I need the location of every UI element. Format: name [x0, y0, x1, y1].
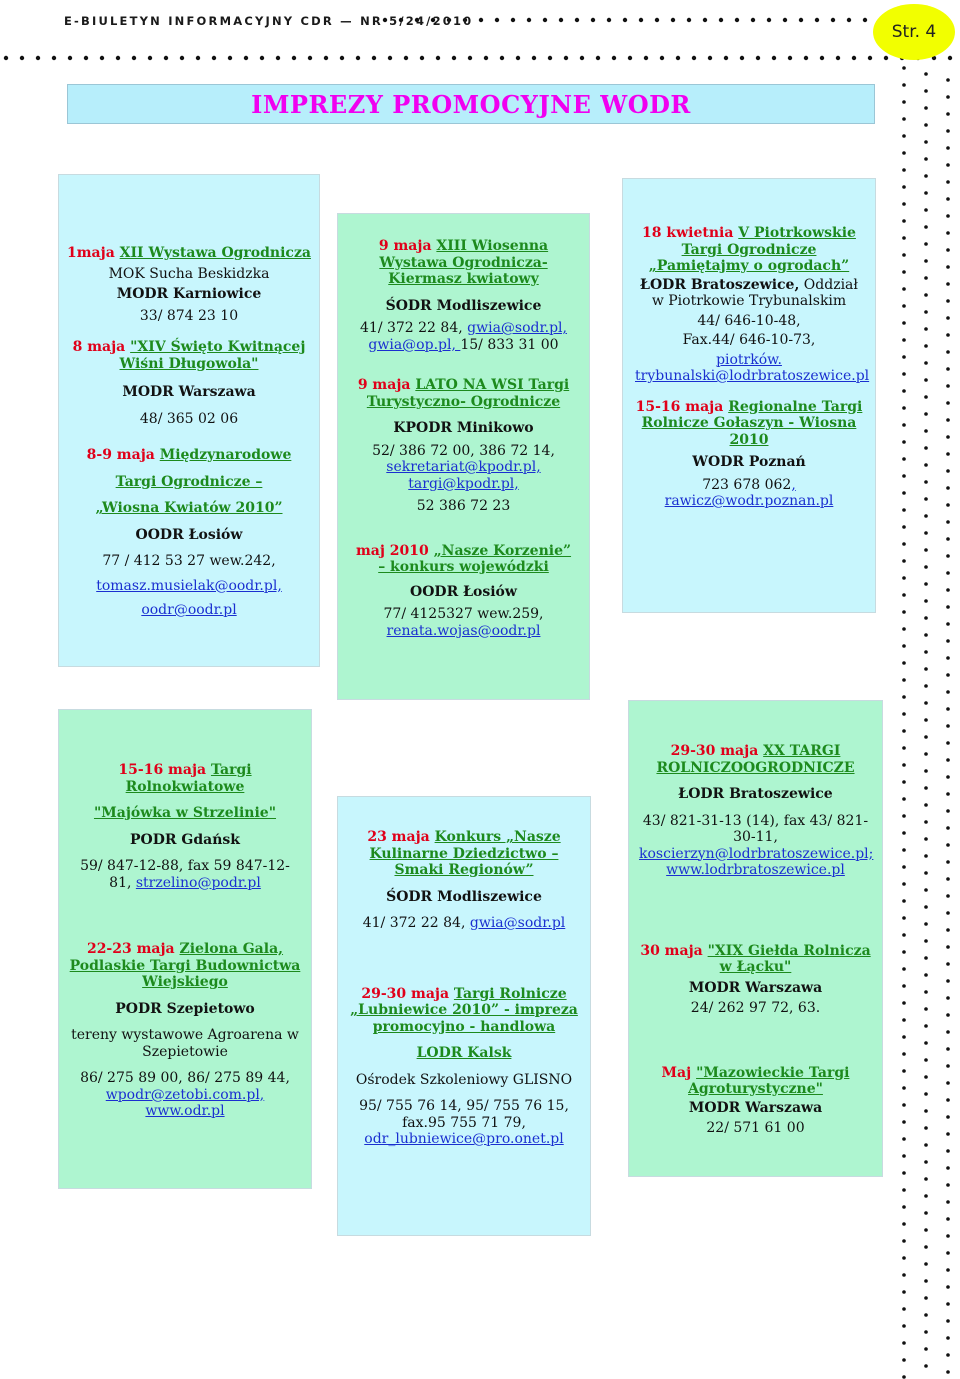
- event-box-4: [58, 709, 312, 1189]
- event-phone: 43/ 821-31-13 (14), fax 43/ 821-30-11,: [642, 812, 869, 845]
- event-name: Regionalne Targi Rolnicze Gołaszyn - Wiosna 2010: [641, 398, 863, 448]
- event-place: Oddział w Piotrkowie Trybunalskim: [651, 276, 858, 309]
- event-phone: 41/ 372 22 84,: [362, 915, 470, 931]
- event-organizer: PODR Gdańsk: [130, 831, 240, 848]
- event-phone: 95/ 755 76 14, 95/ 755 76 15, fax.95 755 71 79,: [359, 1098, 569, 1131]
- event-name: Targi Ogrodnicze –: [115, 473, 263, 490]
- event-place: Ośrodek Szkoleniowy GLISNO: [355, 1071, 573, 1088]
- page-number-badge: Str. 4: [873, 4, 955, 60]
- event-phone: 52 386 72 23: [416, 498, 511, 514]
- event-date: 23 maja: [367, 829, 435, 845]
- event-phone: 52/ 386 72 00, 386 72 14,: [372, 442, 555, 459]
- event-date: 9 maja: [378, 238, 437, 254]
- email-link[interactable]: gwia@op.pl,: [368, 336, 461, 353]
- event-organizer: PODR Szepietowo: [115, 1000, 255, 1017]
- event-phone: 22/ 571 61 00: [706, 1120, 805, 1136]
- event-date: 18 kwietnia: [642, 225, 739, 241]
- email-link[interactable]: piotrków. trybunalski@lodrbratoszewice.pl: [635, 351, 870, 384]
- page-title: IMPREZY PROMOCYJNE WODR: [251, 89, 691, 119]
- event-phone: 15/ 833 31 00: [460, 336, 559, 353]
- event-place: MOK Sucha Beskidzka: [108, 265, 270, 282]
- event-name: „Wiosna Kwiatów 2010”: [95, 500, 283, 516]
- event-phone: 41/ 372 22 84,: [360, 320, 468, 336]
- event-phone: 59/ 847-12-88, fax 59 847-12-81,: [80, 858, 290, 891]
- email-link[interactable]: sekretariat@kpodr.pl, targi@kpodr.pl,: [386, 459, 541, 492]
- email-link[interactable]: gwia@sodr.pl: [469, 915, 566, 931]
- event-date: 15-16 maja: [118, 762, 211, 778]
- email-link[interactable]: renata.wojas@oodr.pl: [386, 622, 541, 639]
- event-name: "XIV Święto Kwitnącej Wiśni Długowola": [119, 339, 306, 372]
- email-link[interactable]: odr_lubniewice@pro.onet.pl: [364, 1131, 564, 1147]
- event-organizer: MODR Warszawa: [122, 384, 256, 400]
- event-phone: 48/ 365 02 06: [139, 410, 239, 427]
- email-link[interactable]: gwia@sodr.pl,: [467, 320, 567, 336]
- event-box-6: [628, 700, 883, 1177]
- event-name: Targi Rolnokwiatowe: [125, 762, 252, 795]
- email-link[interactable]: tomasz.musielak@oodr.pl,: [96, 577, 282, 594]
- event-name: Zielona Gala, Podlaskie Targi Budownictwa Wiejskiego: [69, 941, 301, 990]
- event-date: 9 maja: [357, 377, 416, 393]
- event-organizer: ŁODR Bratoszewice,: [640, 276, 800, 293]
- email-link[interactable]: strzelino@podr.pl: [135, 874, 261, 891]
- event-organizer: ŚODR Modliszewice: [385, 297, 542, 314]
- event-name: XIII Wiosenna Wystawa Ogrodnicza- Kiermasz kwiatowy: [379, 238, 549, 287]
- event-name: XII Wystawa Ogrodnicza: [119, 245, 311, 261]
- event-name: LATO NA WSI Targi Turystyczno- Ogrodnicze: [366, 377, 570, 410]
- email-link[interactable]: , rawicz@wodr.poznan.pl: [664, 476, 834, 509]
- event-name: Targi Rolnicze „Lubniewice 2010” - impreza promocyjno - handlowa: [350, 985, 578, 1035]
- event-organizer: OODR Łosiów: [135, 526, 243, 543]
- event-date: 15-16 maja: [635, 398, 729, 415]
- event-organizer: OODR Łosiów: [410, 583, 517, 600]
- event-date: 29-30 maja: [361, 985, 454, 1002]
- decorative-dots-right: [890, 60, 960, 1379]
- event-box-5: [337, 796, 591, 1236]
- event-organizer: WODR Poznań: [692, 454, 806, 470]
- title-banner: [67, 84, 875, 124]
- event-phone: 77 / 412 53 27 wew.242,: [102, 553, 276, 569]
- event-date: maj 2010: [355, 542, 434, 559]
- event-name: Konkurs „Nasze Kulinarne Dziedzictwo – Smaki Regionów”: [369, 829, 561, 878]
- event-date: 22-23 maja: [86, 941, 180, 957]
- decorative-dots-top: [0, 0, 960, 70]
- event-fax: Fax.44/ 646-10-73,: [682, 332, 816, 348]
- event-date: 8 maja: [72, 339, 131, 355]
- event-organizer: MODR Warszawa: [688, 979, 823, 996]
- event-phone: 723 678 062: [702, 476, 792, 493]
- event-phone: 77/ 4125327 wew.259,: [383, 606, 544, 622]
- email-link[interactable]: koscierzyn@lodrbratoszewice.pl; www.lodrbratoszewice.pl: [639, 845, 874, 878]
- event-organizer: KPODR Minikowo: [393, 420, 534, 436]
- email-link[interactable]: wpodr@zetobi.com.pl,: [105, 1086, 265, 1103]
- event-name: "Mazowieckie Targi Agroturystyczne": [688, 1064, 850, 1097]
- event-name: V Piotrkowskie Targi Ogrodnicze „Pamiętajmy o ogrodach”: [648, 225, 856, 274]
- event-organizer: MODR Warszawa: [688, 1099, 823, 1116]
- event-name: "Majówka w Strzelinie": [93, 805, 277, 821]
- event-date: 30 maja: [640, 942, 708, 959]
- event-place: tereny wystawowe Agroarena w Szepietowie: [71, 1027, 299, 1060]
- event-date: 1maja: [67, 245, 120, 261]
- event-organizer: MODR Karniowice: [116, 286, 262, 302]
- event-organizer: ŚODR Modliszewice: [386, 888, 542, 905]
- event-box-2: [337, 213, 590, 700]
- event-date: 29-30 maja: [670, 743, 764, 759]
- event-date: 8-9 maja: [86, 447, 160, 463]
- event-organizer: LODR Kalsk: [416, 1045, 512, 1061]
- event-name: "XIX Giełda Rolnicza w Łącku": [707, 942, 871, 975]
- event-phone: 33/ 874 23 10: [139, 307, 239, 324]
- bulletin-header: E-BIULETYN INFORMACYJNY CDR — NR 5/24/2010: [64, 14, 474, 28]
- event-organizer: ŁODR Bratoszewice: [678, 786, 833, 802]
- event-name: Międzynarodowe: [159, 447, 292, 463]
- email-link[interactable]: oodr@oodr.pl: [141, 602, 237, 618]
- event-phone: 24/ 262 97 72, 63.: [690, 1000, 821, 1016]
- event-name: XX TARGI ROLNICZOOGRODNICZE: [656, 743, 855, 776]
- event-box-3: [622, 178, 876, 613]
- website-link[interactable]: www.odr.pl: [145, 1103, 225, 1119]
- event-name: „Nasze Korzenie” – konkurs wojewódzki: [378, 542, 572, 575]
- event-phone: 86/ 275 89 00, 86/ 275 89 44,: [80, 1070, 290, 1086]
- event-phone: 44/ 646-10-48,: [697, 312, 801, 329]
- event-box-1: [58, 174, 320, 667]
- event-date: Maj: [661, 1064, 697, 1081]
